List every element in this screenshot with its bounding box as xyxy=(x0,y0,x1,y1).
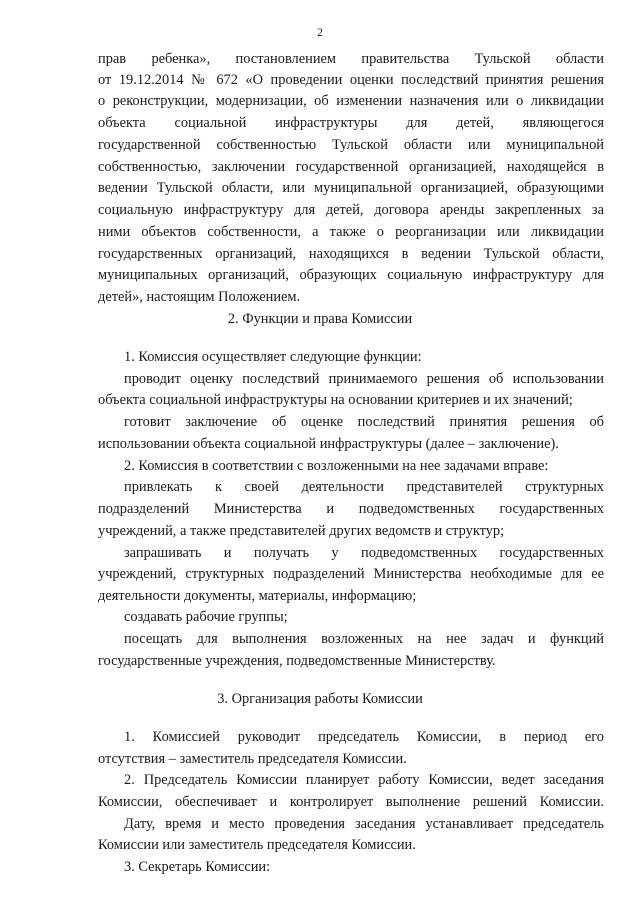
section-2-title: 2. Функции и права Комиссии xyxy=(227,311,413,327)
page-number: 2 xyxy=(317,27,323,39)
section-2-line: учреждений, а также представителей других ведомств и структур; xyxy=(98,523,505,539)
section-2-line: государственные учреждения, подведомственные Министерству. xyxy=(98,653,496,669)
section-3-line: 2. Председатель Комиссии планирует работу Комиссии, ведет заседания xyxy=(124,772,604,788)
section-2-line: готовит заключение об оценке последствий принятия решения об xyxy=(124,414,604,430)
section-3-line: 1. Комиссией руководит председатель Комиссии, в период его xyxy=(124,729,604,745)
intro-line: собственностью, заключении государственной организацией, находящейся в xyxy=(98,159,604,175)
section-3-line: Комиссии, обеспечивает и контролирует выполнение решений Комиссии. xyxy=(98,794,604,810)
section-3-line: Дату, время и место проведения заседания устанавливает председатель xyxy=(124,816,604,832)
section-2-line: привлекать к своей деятельности представителей структурных xyxy=(124,479,604,495)
section-3-title: 3. Организация работы Комиссии xyxy=(217,691,423,707)
section-2-line: учреждений, структурных подразделений Министерства необходимые для ее xyxy=(98,566,604,582)
intro-line: о реконструкции, модернизации, об изменении назначения или о ликвидации xyxy=(98,93,604,109)
section-2-line: 1. Комиссия осуществляет следующие функции: xyxy=(124,349,422,365)
section-2-line: запрашивать и получать у подведомственных государственных xyxy=(124,545,604,561)
intro-line: ведении Тульской области, или муниципальной организацией, образующими xyxy=(98,180,604,196)
intro-line: детей», настоящим Положением. xyxy=(98,289,301,305)
intro-line: государственных организаций, находящихся в ведении Тульской области, xyxy=(98,246,604,262)
section-2-line: использовании объекта социальной инфраструктуры (далее – заключение). xyxy=(98,436,559,452)
section-2-line: деятельности документы, материалы, информацию; xyxy=(98,588,417,604)
intro-line: социальную инфраструктуру для детей, договора аренды закрепленных за xyxy=(98,202,604,218)
section-2-line: посещать для выполнения возложенных на нее задач и функций xyxy=(124,631,604,647)
section-2-line: создавать рабочие группы; xyxy=(124,609,288,625)
intro-line: государственной собственностью Тульской области или муниципальной xyxy=(98,137,604,153)
intro-line: ними объектов собственности, а также о реорганизации или ликвидации xyxy=(98,224,604,240)
section-2-line: проводит оценку последствий принимаемого решения об использовании xyxy=(124,371,604,387)
intro-line: прав ребенка», постановлением правительства Тульской области xyxy=(98,51,604,67)
intro-line: объекта социальной инфраструктуры для детей, являющегося xyxy=(98,115,604,131)
intro-line: муниципальных организаций, образующих социальную инфраструктуру для xyxy=(98,267,604,283)
section-2-line: подразделений Министерства и подведомственных государственных xyxy=(98,501,604,517)
section-2-line: объекта социальной инфраструктуры на основании критериев и их значений; xyxy=(98,392,573,408)
section-2-line: 2. Комиссия в соответствии с возложенными на нее задачами вправе: xyxy=(124,458,549,474)
intro-line: от 19.12.2014 № 672 «О проведении оценки последствий принятия решения xyxy=(98,72,604,88)
section-3-line: отсутствия – заместитель председателя Комиссии. xyxy=(98,751,407,767)
section-3-line: 3. Секретарь Комиссии: xyxy=(124,859,271,875)
section-3-line: Комиссии или заместитель председателя Комиссии. xyxy=(98,837,416,853)
